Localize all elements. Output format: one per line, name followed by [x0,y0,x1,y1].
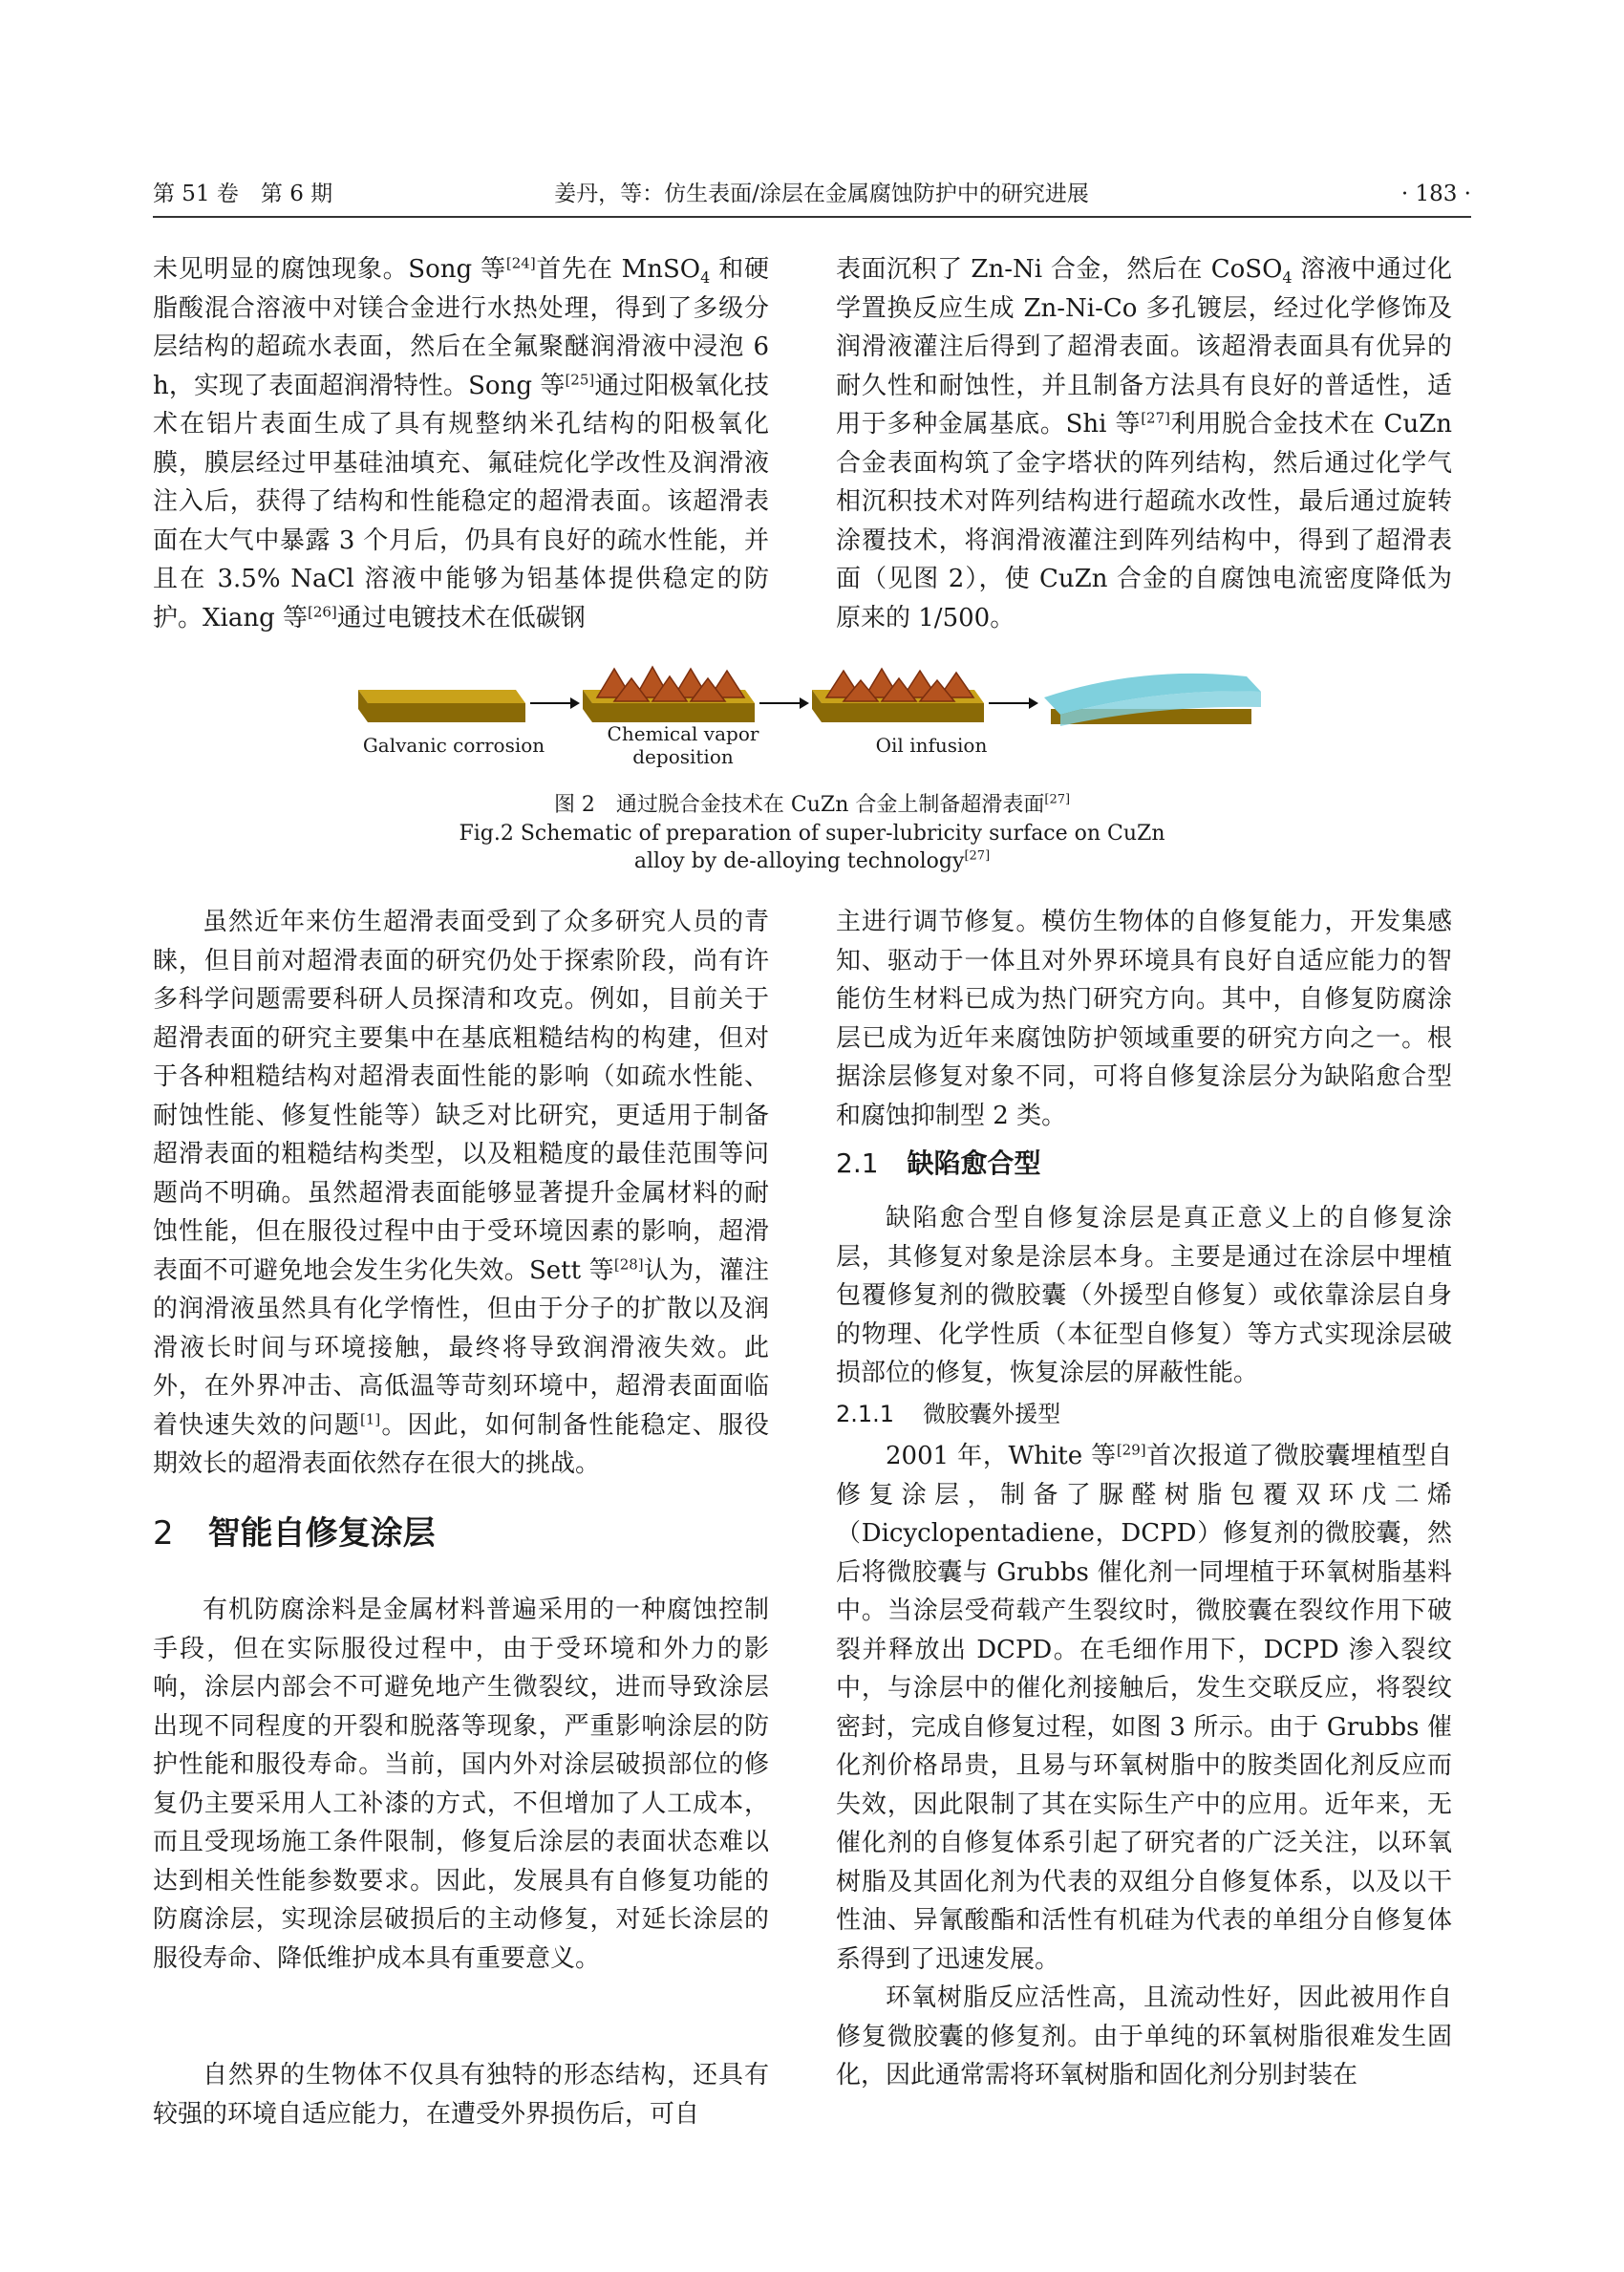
section-number: 2 [153,1514,174,1553]
section-number: 2.1 [836,1147,879,1179]
right-column-bottom [836,903,1452,1135]
pyramid-plate [583,667,755,722]
alloy-plate [358,690,525,722]
plate-side [368,703,525,722]
citation-ref: [27] [1141,409,1170,427]
arrow-icon [759,697,809,709]
section-title: 微胶囊外援型 [923,1401,1061,1427]
citation-ref: [1] [359,1409,381,1427]
volume-issue: 第 51 卷 第 6 期 [153,182,333,206]
plate-top [358,690,525,703]
section-number: 2.1.1 [836,1401,895,1427]
paragraph: 缺陷愈合型自修复涂层是真正意义上的自修复涂层，其修复对象是涂层本身。主要是通过在涂层中埋植包覆修复剂的微胶囊（外援型自修复）或依靠涂层自身的物理、化学性质（本征型自修复）等方式实现涂层破损部位的修复，恢复涂层的屏蔽性能。 [836,1204,1452,1387]
section-title: 智能自修复涂层 [207,1514,436,1553]
left-column-bottom-2 [153,1591,769,1978]
paragraph: 2001 年，White 等[29]首次报道了微胶囊埋植型自修复涂层，制备了脲醛树脂包覆双环戊二烯（Dicyclopentadiene，DCPD）修复剂的微胶囊，然后将微胶囊与 Grubbs 催化剂一同埋植于环氧树脂基料中。当涂层受荷载产生裂纹时，微胶囊在裂纹作用下破裂并释放出 DCPD。在毛细作用下，DCPD 渗入裂纹中，与涂层中的催化剂接触后，发生交联反应，将裂纹密封，完成自修复过程，如图 3 所示。由于 Grubbs 催化剂价格昂贵，且易与环氧树脂中的胺类固化剂反应而失效，因此限制了其在实际生产中的应用。近年来，无催化剂的自修复体系引起了研究者的广泛关注，以环氧树脂及其固化剂为代表的双组分自修复体系，以及以干性油、异氰酸酯和活性有机硅为代表的单组分自修复体系得到了迅速发展。 [836,1441,1452,1974]
citation-ref: [28] [613,1254,644,1273]
subscript: 4 [700,268,711,288]
paragraph: 未见明显的腐蚀现象。Song 等[24]首先在 MnSO$_4$ 和硬脂酸混合溶液中对镁合金进行水热处理，得到了多级分层结构的超疏水表面，然后在全氟聚醚润滑液中浸泡 6 h，实现了表面超润滑特性。Song 等[25]通过阳极氧化技术在铝片表面生成了具有规整纳米孔结构的阳极氧化膜，膜层经过甲基硅油填充、氟硅烷化学改性及润滑液注入后，获得了结构和性能稳定的超滑表面。该超滑表面在大气中暴露 3 个月后，仍具有良好的疏水性能，并且在 3.5% NaCl 溶液中能够为铝基体提供稳定的防护。Xiang 等[26]通过电镀技术在低碳钢 [153,254,769,632]
paragraph: 虽然近年来仿生超滑表面受到了众多研究人员的青睐，但目前对超滑表面的研究仍处于探索阶段，尚有许多科学问题需要科研人员探清和攻克。例如，目前关于超滑表面的研究主要集中在基底粗糙结构的构建，但对于各种粗糙结构对超滑表面性能的影响（如疏水性能、耐蚀性能、修复性能等）缺乏对比研究，更适用于制备超滑表面的粗糙结构类型，以及粗糙度的最佳范围等问题尚不明确。虽然超滑表面能够显著提升金属材料的耐蚀性能，但在服役过程中由于受环境因素的影响，超滑表面不可避免地会发生劣化失效。Sett 等[28]认为，灌注的润滑液虽然具有化学惰性，但由于分子的扩散以及润滑液长时间与环境接触，最终将导致润滑液失效。此外，在外界冲击、高低温等苛刻环境中，超滑表面面临着快速失效的问题[1]。因此，如何制备性能稳定、服役期效长的超滑表面依然存在很大的挑战。 [153,908,769,1478]
pyramid-array [597,667,744,701]
label-galvanic-corrosion: Galvanic corrosion [362,734,545,757]
figure-caption-en-1: Fig.2 Schematic of preparation of super-lubricity surface on CuZn [459,822,1165,846]
section-heading-2-1 [836,1143,1041,1181]
figure-caption-zh [334,791,1290,819]
right-column-bottom-2 [836,1199,1452,1393]
figure-caption-en-2 [334,847,1290,875]
arrow-icon [989,697,1038,709]
pyramid-array [826,669,973,701]
right-column-bottom-3 [836,1437,1452,1979]
arrow-icon [530,697,580,709]
figure-2 [358,659,1266,774]
label-cvd-line2: deposition [632,745,734,768]
oil-infused-plate [1044,674,1261,726]
left-column-bottom-3 [153,2056,769,2133]
caption-en-text: alloy by de-alloying technology [633,849,965,873]
right-column-top [836,250,1452,637]
paragraph: 表面沉积了 Zn-Ni 合金，然后在 CoSO$_4$ 溶液中通过化学置换反应生成 Zn-Ni-Co 多孔镀层，经过化学修饰及润滑液灌注后得到了超滑表面。该超滑表面具有优异的耐久性和耐蚀性，并且制备方法具有良好的普适性，适用于多种金属基底。Shi 等[27]利用脱合金技术在 CuZn 合金表面构筑了金字塔状的阵列结构，然后通过化学气相沉积技术对阵列结构进行超疏水改性，最后通过旋转涂覆技术，将润滑液灌注到阵列结构中，得到了超滑表面（见图 2），使 CuZn 合金的自腐蚀电流密度降低为原来的 1/500。 [836,255,1453,632]
paragraph: 环氧树脂反应活性高，且流动性好，因此被用作自修复微胶囊的修复剂。由于单纯的环氧树脂很难发生固化，因此通常需将环氧树脂和固化剂分别封装在 [836,1983,1452,2090]
citation-ref: [29] [1116,1441,1146,1459]
section-heading-2 [153,1507,436,1554]
caption-zh-text: 图 2 通过脱合金技术在 CuZn 合金上制备超滑表面 [553,793,1045,817]
label-oil-infusion: Oil infusion [875,734,988,757]
left-column-bottom [153,903,769,1484]
header-rule [153,216,1471,218]
paragraph: 主进行调节修复。模仿生物体的自修复能力，开发集感知、驱动于一体且对外界环境具有良好自适应能力的智能仿生材料已成为热门研究方向。其中，自修复防腐涂层已成为近年来腐蚀防护领域重要的研究方向之一。根据涂层修复对象不同，可将自修复涂层分为缺陷愈合型和腐蚀抑制型 2 类。 [836,908,1452,1130]
subscript: 4 [1282,268,1293,288]
left-column-top [153,250,769,637]
citation-ref: [26] [307,602,337,620]
caption-zh-ref: [27] [1044,792,1071,807]
right-column-bottom-4 [836,1979,1452,2095]
caption-en-ref: [27] [964,848,991,864]
figure-2-schematic [358,659,1266,774]
page-number: · 183 · [1400,182,1471,206]
running-title: 姜丹，等：仿生表面/涂层在金属腐蚀防护中的研究进展 [554,182,1089,206]
citation-ref: [25] [565,370,595,388]
paragraph: 有机防腐涂料是金属材料普遍采用的一种腐蚀控制手段，但在实际服役过程中，由于受环境和外力的影响，涂层内部会不可避免地产生微裂纹，进而导致涂层出现不同程度的开裂和脱落等现象，严重影响涂层的防护性能和服役寿命。当前，国内外对涂层破损部位的修复仍主要采用人工补漆的方式，不但增加了人工成本，而且受现场施工条件限制，修复后涂层的表面状态难以达到相关性能参数要求。因此，发展具有自修复功能的防腐涂层，实现涂层破损后的主动修复，对延长涂层的服役寿命、降低维护成本具有重要意义。 [153,1596,769,1973]
modified-pyramid-plate [812,669,984,722]
paragraph: 自然界的生物体不仅具有独特的形态结构，还具有较强的环境自适应能力，在遭受外界损伤后，可自 [153,2061,769,2129]
section-title: 缺陷愈合型 [907,1147,1041,1179]
label-cvd-line1: Chemical vapor [607,722,759,745]
section-heading-2-1-1 [836,1395,1060,1428]
citation-ref: [24] [505,254,536,272]
